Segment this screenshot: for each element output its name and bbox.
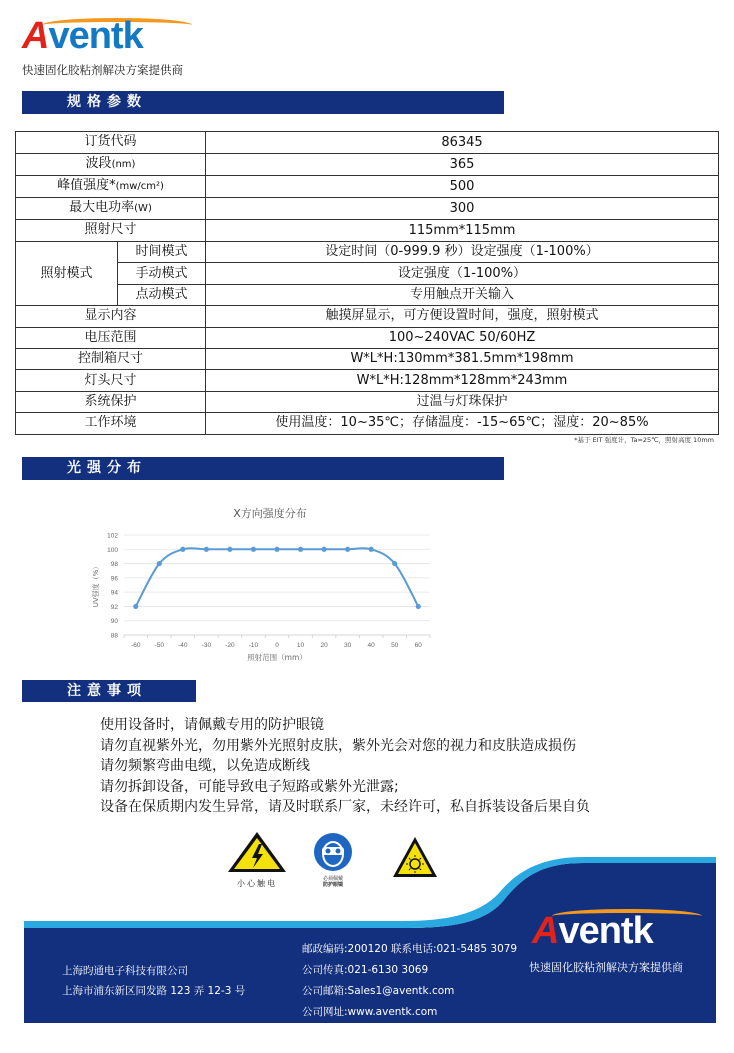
footer-company: 上海昀通电子科技有限公司 xyxy=(62,965,188,977)
svg-text:10: 10 xyxy=(296,642,305,649)
spec-value: W*L*H:128mm*128mm*243mm xyxy=(206,370,719,391)
spec-row xyxy=(16,220,719,242)
svg-text:30: 30 xyxy=(343,642,352,649)
spec-value: 专用触点开关输入 xyxy=(206,284,719,305)
spec-label: 波段(nm) xyxy=(16,154,206,176)
note-item: 使用设备时，请佩戴专用的防护眼镜 xyxy=(100,717,324,733)
spec-value: 设定强度（1-100%） xyxy=(206,263,719,284)
footer-email[interactable]: 公司邮箱:Sales1@aventk.com xyxy=(302,985,455,997)
spec-row xyxy=(16,306,719,327)
footer-postcode-phone: 邮政编码:200120 联系电话:021-5485 3079 xyxy=(302,943,518,955)
svg-text:40: 40 xyxy=(367,642,375,649)
goggles-label-2: 防护眼镜 xyxy=(322,882,343,888)
spec-row xyxy=(16,263,719,284)
spec-value: W*L*H:130mm*381.5mm*198mm xyxy=(206,348,719,369)
svg-text:-50: -50 xyxy=(154,642,165,649)
svg-text:-10: -10 xyxy=(248,642,259,649)
svg-text:60: 60 xyxy=(414,642,422,649)
svg-text:0: 0 xyxy=(275,642,279,649)
chart-title: X方向强度分布 xyxy=(233,507,307,520)
svg-text:96: 96 xyxy=(110,575,118,583)
spec-label: 工作环境 xyxy=(16,413,206,434)
footer-logo xyxy=(532,907,702,951)
note-item: 设备在保质期内发生异常，请及时联系厂家，未经许可，私自拆装设备后果自负 xyxy=(100,799,590,815)
electric-warning-label: 小心触电 xyxy=(237,879,277,888)
spec-value: 触摸屏显示，可方便设置时间，强度，照射模式 xyxy=(206,306,719,327)
svg-text:UV强度（%）: UV强度（%） xyxy=(92,562,100,608)
spec-label: 最大电功率(W) xyxy=(16,198,206,220)
notes-list xyxy=(100,715,590,818)
note-item: 请勿频繁弯曲电缆，以免造成断线 xyxy=(100,758,310,774)
spec-value: 115mm*115mm xyxy=(206,220,719,242)
svg-text:20: 20 xyxy=(320,642,328,649)
svg-text:102: 102 xyxy=(107,532,118,540)
spec-row xyxy=(16,176,719,198)
svg-text:-30: -30 xyxy=(201,642,212,649)
spec-label: 灯头尺寸 xyxy=(16,370,206,391)
svg-text:-40: -40 xyxy=(178,642,188,649)
note-item: 请勿拆卸设备，可能导致电子短路或紫外光泄露; xyxy=(100,778,399,795)
spec-mode-label: 照射模式 xyxy=(16,242,118,306)
svg-text:50: 50 xyxy=(391,642,399,649)
notes-section-header: 注意事项 xyxy=(22,680,196,702)
spec-label: 电压范围 xyxy=(16,327,206,348)
spec-submode-label: 手动模式 xyxy=(118,263,206,284)
note-item: 请勿直视紫外光，勿用紫外光照射皮肤，紫外光会对您的视力和皮肤造成损伤 xyxy=(100,737,576,754)
footer-website[interactable]: 公司网址:www.aventk.com xyxy=(302,1006,438,1018)
spec-value: 86345 xyxy=(206,132,719,154)
spec-value: 使用温度：10~35℃；存储温度：-15~65℃；湿度：20~85% xyxy=(206,413,719,434)
svg-text:照射范围（mm）: 照射范围（mm） xyxy=(247,653,307,662)
spec-row xyxy=(16,327,719,348)
spec-label: 订货代码 xyxy=(16,132,206,154)
spec-row xyxy=(16,242,719,263)
aventk-logo xyxy=(22,14,192,58)
spec-label: 控制箱尺寸 xyxy=(16,348,206,369)
footer-logo-wordmark: Aventk xyxy=(532,910,653,952)
spec-value: 365 xyxy=(206,154,719,176)
spec-label: 系统保护 xyxy=(16,391,206,412)
spec-value: 500 xyxy=(206,176,719,198)
spec-row xyxy=(16,348,719,369)
spec-row xyxy=(16,132,719,154)
footer-address: 上海市浦东新区同发路 123 弄 12-3 号 xyxy=(62,985,246,997)
light-section-header: 光强分布 xyxy=(22,457,504,480)
svg-text:-20: -20 xyxy=(225,642,235,649)
footer-banner xyxy=(24,855,716,1023)
spec-label: 显示内容 xyxy=(16,306,206,327)
spec-row xyxy=(16,284,719,305)
spec-value: 300 xyxy=(206,198,719,220)
spec-row xyxy=(16,370,719,391)
svg-text:88: 88 xyxy=(110,632,118,640)
chart-plot xyxy=(90,497,450,672)
svg-text:94: 94 xyxy=(110,589,118,597)
spec-row xyxy=(16,413,719,434)
svg-text:92: 92 xyxy=(110,603,118,611)
footer-fax: 公司传真:021-6130 3069 xyxy=(302,964,429,976)
svg-text:98: 98 xyxy=(110,561,118,569)
spec-row xyxy=(16,391,719,412)
spec-submode-label: 时间模式 xyxy=(118,242,206,263)
footer-tagline: 快速固化胶粘剂解决方案提供商 xyxy=(529,961,683,974)
spec-submode-label: 点动模式 xyxy=(118,284,206,305)
spec-footnote: *基于 EIT 强度计，Ta=25℃，照射高度 10mm xyxy=(574,436,714,444)
spec-label: 照射尺寸 xyxy=(16,220,206,242)
spec-value: 过温与灯珠保护 xyxy=(206,391,719,412)
goggles-label-1: 必须佩戴 xyxy=(322,876,343,882)
svg-text:90: 90 xyxy=(110,618,118,626)
svg-text:100: 100 xyxy=(107,546,118,554)
svg-text:-60: -60 xyxy=(131,642,141,649)
intensity-chart xyxy=(90,497,450,672)
logo-wordmark: Aventk xyxy=(22,15,143,57)
spec-value: 设定时间（0-999.9 秒）设定强度（1-100%） xyxy=(206,242,719,263)
spec-label: 峰值强度*(mw/cm²) xyxy=(16,176,206,198)
specs-section-header: 规格参数 xyxy=(22,91,504,114)
spec-row xyxy=(16,198,719,220)
spec-value: 100~240VAC 50/60HZ xyxy=(206,327,719,348)
spec-row xyxy=(16,154,719,176)
spec-table xyxy=(15,131,719,435)
header-tagline: 快速固化胶粘剂解决方案提供商 xyxy=(22,63,183,77)
